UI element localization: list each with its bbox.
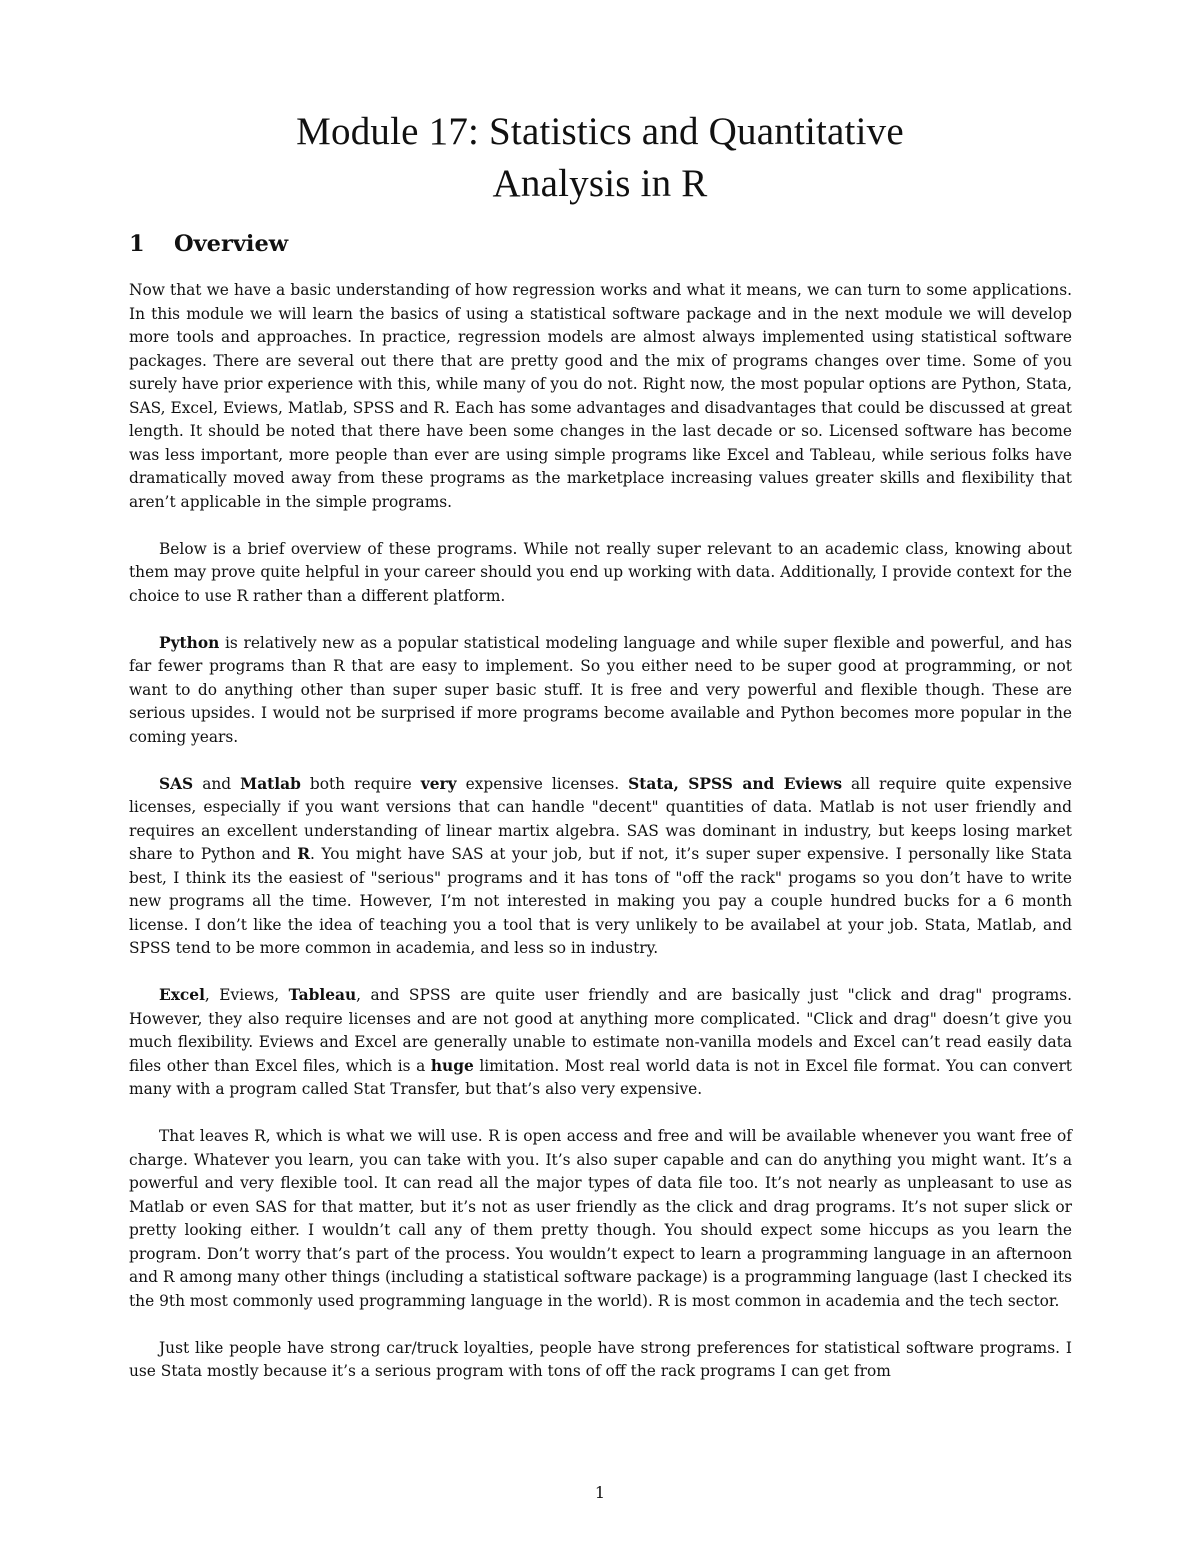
paragraph-python — [129, 632, 1072, 750]
title-line-2: Analysis in R — [492, 162, 708, 205]
paragraph-loyalties: Just like people have strong car/truck loyalties, people have strong preferences for statistical software programs. I use Stata mostly because it’s a serious program with tons of off the rack programs I can get from — [129, 1338, 1072, 1380]
text-span: expensive licenses. — [456, 774, 629, 793]
title-line-1: Module 17: Statistics and Quantitative — [296, 110, 904, 153]
paragraph-excel — [129, 984, 1072, 1102]
document-body — [129, 279, 1072, 1384]
section-heading — [129, 228, 288, 260]
term-python: Python — [159, 633, 220, 652]
text-span: limitation. Most real world data is not in Excel file format. You can convert many with a program called Stat Transfer, but that’s also very expensive. — [129, 1056, 1072, 1098]
document-title — [0, 106, 1200, 210]
text-span: both require — [300, 774, 421, 793]
paragraph-python-text: is relatively new as a popular statistical modeling language and while super flexible and powerful, and has far fewer programs than R that are easy to implement. So you either need to be super good at programming, or not want to do anything other than super super basic stuff. It is free and very powerful and flexible though. These are serious upsides. I would not be surprised if more programs become available and Python becomes more popular in the coming years. — [129, 633, 1072, 746]
page-number: 1 — [594, 1483, 606, 1502]
term-r: R — [297, 845, 311, 863]
section-number: 1 — [129, 231, 145, 257]
term-stata-spss-eviews: Stata, SPSS and Eviews — [628, 774, 842, 793]
term-tableau: Tableau — [288, 986, 357, 1004]
text-span: , and SPSS are quite user friendly and are basically just "click and drag" programs. However, they also require licenses and are not good at anything more complicated. "Click and drag" doesn’t give you much flexibility. Eviews and Excel are generally unable to estimate non-vanilla models and Excel can’t read easily data files other than Excel files, which is a — [129, 986, 1072, 1075]
term-matlab: Matlab — [240, 774, 301, 793]
paragraph-r: That leaves R, which is what we will use. R is open access and free and will be available whenever you want free of charge. Whatever you learn, you can take with you. It’s also super capable and can do anything you might want. It’s a powerful and very flexible tool. It can read all the major types of data file too. It’s not nearly as unpleasant to use as Matlab or even SAS for that matter, but it’s not as user friendly as the click and drag programs. It’s not super slick or pretty looking either. I wouldn’t call any of them pretty though. You should expect some hiccups as you learn the program. Don’t worry that’s part of the process. You wouldn’t expect to learn a programming language in an afternoon and R among many other things (including a statistical software package) is a programming language (last I checked its the 9th most commonly used programming language in the world). R is most common in academia and the tech sector. — [129, 1127, 1072, 1310]
term-huge: huge — [430, 1056, 474, 1075]
term-sas: SAS — [159, 774, 194, 793]
term-very: very — [420, 774, 457, 793]
section-title: Overview — [174, 231, 289, 257]
text-span: and — [193, 774, 241, 793]
paragraph-overview: Below is a brief overview of these programs. While not really super relevant to an academic class, knowing about them may prove quite helpful in your career should you end up working with data. Additionally, I provide context for the choice to use R rather than a different platform. — [129, 539, 1072, 605]
text-span: , Eviews, — [204, 986, 289, 1004]
text-span: all require quite expensive licenses, especially if you want versions that can handle "decent" quantities of data. Matlab is not user friendly and requires an excellent understanding of linear martix algebra. SAS was dominant in industry, but keeps losing market share to Python and — [129, 774, 1072, 863]
paragraph-intro: Now that we have a basic understanding of how regression works and what it means, we can turn to some applications. In this module we will learn the basics of using a statistical software package and in the next module we will develop more tools and approaches. In practice, regression models are almost always implemented using statistical software packages. There are several out there that are pretty good and the mix of programs changes over time. Some of you surely have prior experience with this, while many of you do not. Right now, the most popular options are Python, Stata, SAS, Excel, Eviews, Matlab, SPSS and R. Each has some advantages and disadvantages that could be discussed at great length. It should be noted that there have been some changes in the last decade or so. Licensed software has become was less important, more people than ever are using simple programs like Excel and Tableau, while serious folks have dramatically moved away from these programs as the marketplace increasing values greater skills and flexibility that aren’t applicable in the simple programs. — [129, 281, 1072, 511]
term-excel: Excel — [159, 986, 205, 1004]
paragraph-sas-matlab — [129, 773, 1072, 961]
text-span: . You might have SAS at your job, but if not, it’s super super expensive. I personally like Stata best, I think its the easiest of "serious" programs and it has tons of "off the rack" progams so you don’t have to write new programs all the time. However, I’m not interested in making you pay a couple hundred bucks for a 6 month license. I don’t like the idea of teaching you a tool that is very unlikely to be availabel at your job. Stata, Matlab, and SPSS tend to be more common in academia, and less so in industry. — [129, 845, 1072, 957]
